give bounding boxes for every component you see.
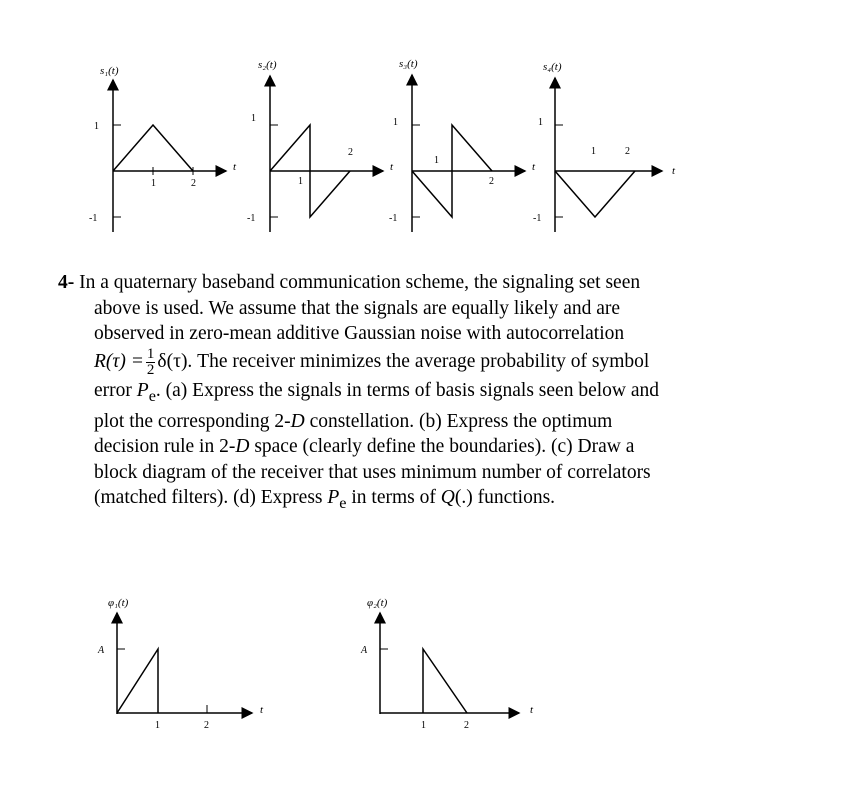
phi2-y-tick: A [361, 645, 368, 656]
s3-plot [389, 58, 536, 232]
autocorrelation-line [58, 347, 798, 378]
problem-line-8: block diagram of the receiver that uses minimum number of correlators [94, 461, 651, 483]
phi2-x-tick-1: 1 [421, 720, 426, 731]
phi2-x-tick-2: 2 [464, 720, 469, 731]
s1-y-pos: 1 [94, 121, 99, 132]
s2-y-neg: -1 [247, 213, 256, 224]
s4-plot [533, 61, 676, 232]
s1-label: s₁(t) [100, 65, 119, 77]
basis-plots [0, 585, 852, 785]
s4-x-tick-2: 2 [625, 146, 630, 157]
s1-waveform [113, 125, 193, 171]
s2-y-pos: 1 [251, 113, 256, 124]
s2-x-tick-1: 1 [298, 176, 303, 187]
s1-t-label: t [233, 161, 237, 173]
s3-y-neg: -1 [389, 213, 398, 224]
s3-x-tick-2: 2 [489, 176, 494, 187]
s2-x-tick-2: 2 [348, 147, 353, 158]
s3-x-tick-1: 1 [434, 155, 439, 166]
s3-label: s₃(t) [399, 58, 418, 70]
problem-number: 4- [58, 272, 75, 293]
signal-plots [0, 0, 852, 250]
phi2-t-label: t [530, 704, 534, 716]
problem-line-2: above is used. We assume that the signals are equally likely and are [94, 297, 621, 319]
problem-line-3: observed in zero-mean additive Gaussian noise with autocorrelation [94, 323, 625, 344]
phi1-waveform [117, 649, 158, 713]
s2-plot [247, 59, 394, 232]
problem-line-1: In a quaternary baseband communication scheme, the signaling set seen [79, 272, 641, 293]
s1-x-tick-1: 1 [151, 178, 156, 189]
s4-y-pos: 1 [538, 117, 543, 128]
s4-label: s₄(t) [543, 61, 562, 73]
s2-label: s₂(t) [258, 59, 277, 71]
problem-line-5: error $P_e$. (a) Express the signals in terms of basis signals seen below and [94, 379, 660, 405]
phi2-plot [360, 597, 534, 731]
phi2-waveform [423, 649, 467, 713]
s4-y-neg: -1 [533, 213, 542, 224]
s2-t-label: t [390, 161, 394, 173]
problem-statement [58, 270, 798, 517]
s4-t-label: t [672, 165, 676, 177]
s4-waveform [555, 171, 635, 217]
problem-line-6: plot the corresponding 2-D constellation. (b) Express the optimum [94, 410, 613, 432]
s3-y-pos: 1 [393, 117, 398, 128]
eq-fraction: $\frac{1}{2}$ [146, 345, 155, 378]
phi1-t-label: t [260, 704, 264, 716]
problem-line-7: decision rule in 2-D space (clearly define the boundaries). (c) Draw a [94, 436, 635, 458]
phi1-label: φ₁(t) [108, 597, 129, 609]
s1-x-tick-2: 2 [191, 178, 196, 189]
s1-y-neg: -1 [89, 213, 98, 224]
phi1-x-tick-2: 2 [204, 720, 209, 731]
phi1-x-tick-1: 1 [155, 720, 160, 731]
s4-x-tick-1: 1 [591, 146, 596, 157]
s3-t-label: t [532, 161, 536, 173]
problem-line-9: (matched filters). (d) Express $P_e$ in terms of Q(.) functions. [94, 487, 556, 513]
eq-lhs: R(τ) = [94, 350, 144, 372]
s1-plot [89, 65, 237, 232]
phi1-plot [97, 597, 264, 731]
phi1-y-tick: A [98, 645, 105, 656]
phi2-label: φ₂(t) [367, 597, 388, 609]
eq-rhs: δ(τ). The receiver minimizes the average probability of symbol [157, 350, 650, 372]
